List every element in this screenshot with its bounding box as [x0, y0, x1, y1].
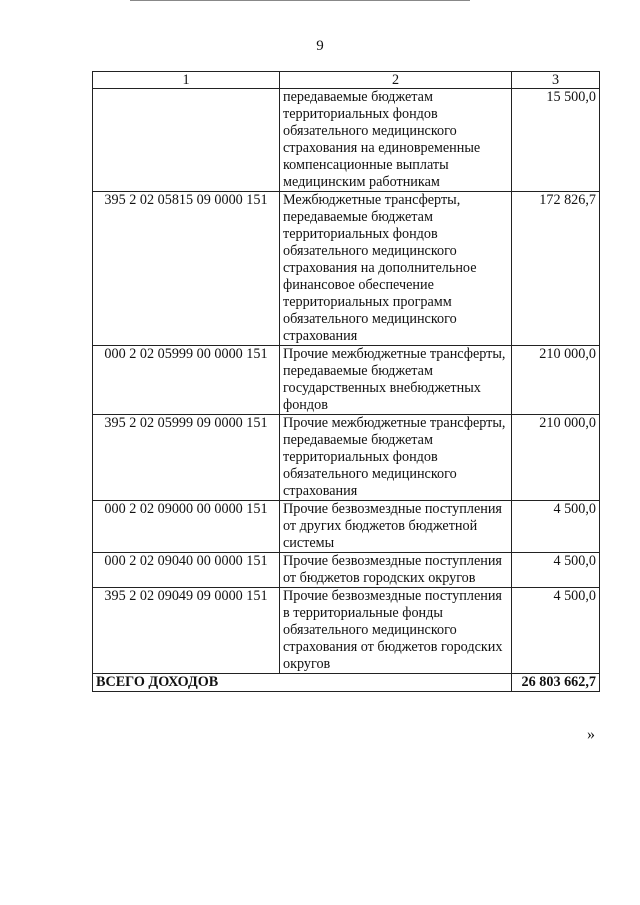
revenue-name: Межбюджетные трансферты, передаваемые бюджетам территориальных фондов обязательного медицинского страхования на дополнительное финансовое обеспечение территориальных программ обязательного медицинского страхования — [280, 192, 512, 346]
table-row — [93, 89, 600, 192]
budget-code — [93, 89, 280, 192]
revenue-amount: 15 500,0 — [512, 89, 600, 192]
revenue-name: Прочие безвозмездные поступления от бюджетов городских округов — [280, 553, 512, 588]
budget-code: 395 2 02 05815 09 0000 151 — [93, 192, 280, 346]
revenue-amount: 4 500,0 — [512, 501, 600, 553]
budget-code: 395 2 02 05999 09 0000 151 — [93, 415, 280, 501]
table-row — [93, 553, 600, 588]
total-row — [93, 674, 600, 692]
table-row — [93, 346, 600, 415]
table-row — [93, 415, 600, 501]
column-header-1: 1 — [93, 72, 280, 89]
column-header-2: 2 — [280, 72, 512, 89]
page-number: 9 — [316, 38, 324, 54]
budget-code: 000 2 02 09040 00 0000 151 — [93, 553, 280, 588]
budget-code: 395 2 02 09049 09 0000 151 — [93, 588, 280, 674]
revenue-name: передаваемые бюджетам территориальных фондов обязательного медицинского страхования на единовременные компенсационные выплаты медицинским работникам — [280, 89, 512, 192]
total-amount: 26 803 662,7 — [512, 674, 600, 692]
table-row — [93, 501, 600, 553]
revenue-name: Прочие межбюджетные трансферты, передаваемые бюджетам территориальных фондов обязательного медицинского страхования — [280, 415, 512, 501]
column-number-row — [93, 72, 600, 89]
total-label: ВСЕГО ДОХОДОВ — [93, 674, 512, 692]
table-row — [93, 192, 600, 346]
table-row — [93, 588, 600, 674]
revenue-table — [92, 71, 600, 692]
revenue-amount: 210 000,0 — [512, 346, 600, 415]
revenue-amount: 210 000,0 — [512, 415, 600, 501]
column-header-3: 3 — [512, 72, 600, 89]
budget-code: 000 2 02 05999 00 0000 151 — [93, 346, 280, 415]
closing-quote-mark: » — [587, 726, 595, 743]
budget-code: 000 2 02 09000 00 0000 151 — [93, 501, 280, 553]
revenue-amount: 172 826,7 — [512, 192, 600, 346]
revenue-name: Прочие безвозмездные поступления в территориальные фонды обязательного медицинского страхования от бюджетов городских округов — [280, 588, 512, 674]
revenue-amount: 4 500,0 — [512, 553, 600, 588]
top-rule — [130, 0, 470, 1]
revenue-name: Прочие безвозмездные поступления от других бюджетов бюджетной системы — [280, 501, 512, 553]
revenue-name: Прочие межбюджетные трансферты, передаваемые бюджетам государственных внебюджетных фондов — [280, 346, 512, 415]
revenue-amount: 4 500,0 — [512, 588, 600, 674]
